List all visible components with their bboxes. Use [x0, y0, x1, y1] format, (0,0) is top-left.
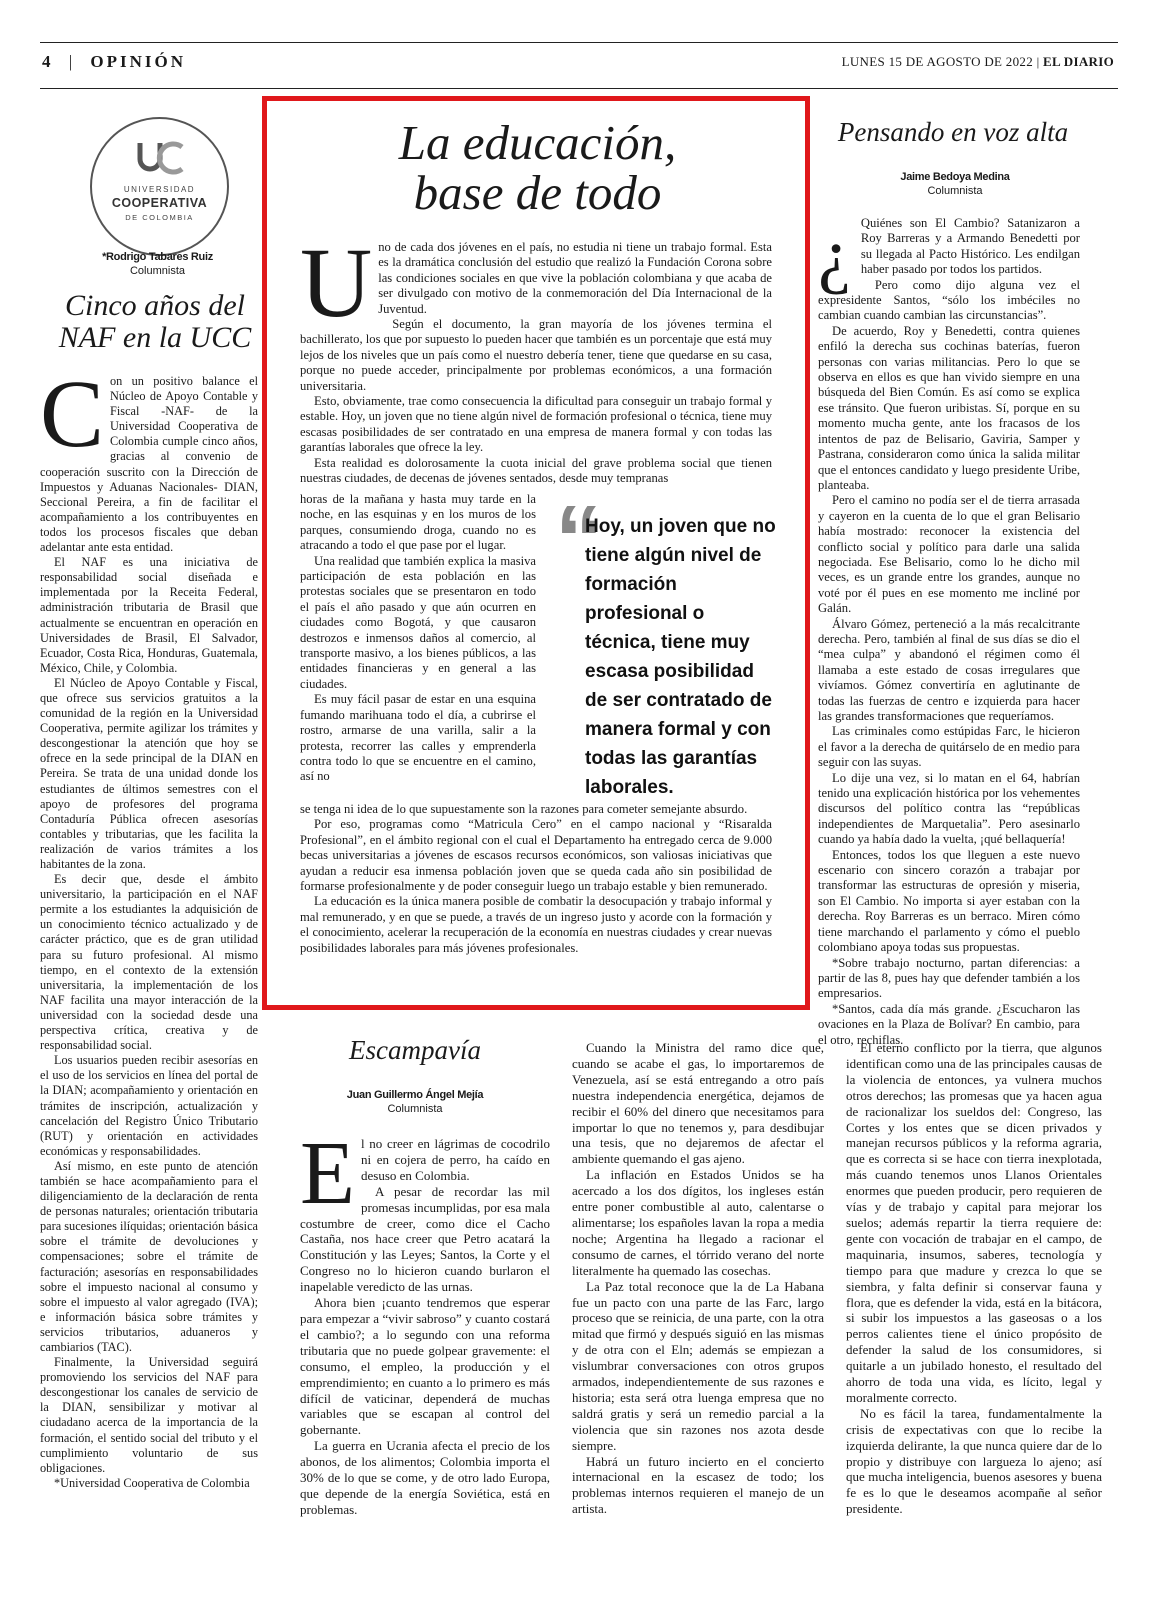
bottom-author-role: Columnista [387, 1103, 443, 1115]
left-byline [90, 250, 225, 278]
left-author-role: Columnista [129, 265, 186, 277]
center-article-narrow: horas de la mañana y hasta muy tarde en la noche, en las esquinas y en los muros de los parques, consumiendo droga, cuando no es atracando a todo el que pase por el lugar. Una realidad que también explica la masiva participación de esta población en las protestas sociales que se presentaron en todo el país el año pasado y que aún ocurren en ciudades como Bogotá, y que causaron destrozos e inmensos daños al comercio, al transporte masivo, a los bienes públicos, a las entidades financieras y en general a las ciudades. Es muy fácil pasar de estar en una esquina fumando marihuana todo el día, a cubrirse el rostro, armarse de una varilla, salir a la protesta, recorrer las calles y emprenderla contra todo lo que se encuentre en el camino, así no [300, 492, 536, 784]
page-section-header [42, 52, 186, 72]
bottom-col-1: El no creer en lágrimas de cocodrilo ni en cojera de perro, ha caído en desuso en Colombia. A pesar de recordar las mil promesas incumplidas, por esa mala costumbre de creer, como dice el Cacho Castaña, nos hace creer que Petro acatará la Constitución y las Leyes; Santos, la Corte y el Congreso no lo hicieron cuando burlaron el inapelable veredicto de las urnas. Ahora bien ¡cuanto tendremos que esperar para empezar a “vivir sabroso” y cuanto costará el cambio?; a lo segundo con una reforma tributaria que no puede golpear gravemente: el consumo, el empleo, la producción y el emprendimiento; en cuanto a lo primero es más difícil de vaticinar, dependerá de muchas variables que se escapan al control del gobernante. La guerra en Ucrania afecta el precio de los abonos, de los alimentos; Colombia importa el 30% de lo que se come, y de otro lado Europa, que depende de la energía Soviética, está en problemas. [300, 1124, 550, 1517]
center-dropcap: U [300, 227, 373, 338]
publication-date: LUNES 15 DE AGOSTO DE 2022 [841, 54, 1033, 69]
center-article-bottom: se tenga ni idea de lo que supuestamente son la razones para cometer semejante absurdo. Por eso, programas como “Matricula Cero” en el campo nacional y “Risaralda Profesional”, en el ámbito regional con el cual el Departamento ha entregado cerca de 9.000 becas universitarias a jóvenes de escasos recursos económicos, son valiosas iniciativas que ayudan a reducir esa inmensa población joven que se queda cada año sin posibilidad de formarse profesionalmente y de poder conseguir luego un trabajo estable y bien remunerado. La educación es la única manera posible de combatir la desocupación y trabajo informal y mal remunerado, y en que se puede, a través de un ingreso justo y acorde con la formación y el conocimiento, acelerar la recuperación de la economía en nuestras ciudades y crear nuevas posibilidades laborales para más jóvenes profesionales. [300, 802, 772, 955]
header-rule [40, 88, 1118, 89]
quote-mark-icon: “ [555, 486, 603, 593]
right-article-body: ¿ Quiénes son El Cambio? Satanizaron a Roy Barreras y a Armando Benedetti por su llegada al Pacto Histórico. Les endilgan haber pasado por todos los partidos. Pero como dijo alguna vez el expresidente Santos, “sólo los imbéciles no cambian cuando cambian las circunstancias”. De acuerdo, Roy y Benedetti, contra quienes enfiló la derecha sus cochinas baterías, fueron personas con varias militancias. Pero lo que se observa en ellos es que han vivido siempre en una búsqueda del Bien Común. Es así como se explica ese tránsito. Que fueron uribistas. Sí, porque en su momento mucha gente, ante los fracasos de los intentos de paz de Belisario, Gaviria, Samper y Pastrana, consideraron como única la salida militar que el entonces candidato y luego presidente Uribe, planteaba. Pero el camino no podía ser el de tierra arrasada y cayeron en la cuenta de lo que el gran Belisario había mostrado: reconocer la existencia del conflicto social y político para darle una salida negociada. Ese Belisario, como lo he dicho mil veces, es un grande entre los grandes, aunque no voté por él pues en ese momento me incliné por Galán. Álvaro Gómez, perteneció a la más recalcitrante derecha. Pero, también al final de sus días se dio el “mea culpa” y abandonó el régimen como él llamaba a este estado de cosas irregulares que vivíamos. Gómez convertiría en aglutinante de todas las fuerzas de centro e izquierda para hacer las grandes transformaciones que requeríamos. Las criminales como estúpidas Farc, le hicieron el favor a la derecha de quitárselo de en medio para seguir con las suyas. Lo dije una vez, si lo matan en el 64, habrían tenido una explicación histórica por los vehementes discursos del político contra las “repúblicas independientes de Marquetalia”. Pero asesinarlo cuando ya había dado la vuelta, ¡qué bellaquería! Entonces, todos los que lleguen a este nuevo escenario con sincero corazón a trabajar por transformar las estructuras de opresión y miseria, son El Cambio. No importa si ayer estaban con la derecha. Roy Barreras es un berraco. Miren cómo tiene marchando el parlamento y cómo el pueblo colombiano apoya todas sus propuestas. *Sobre trabajo nocturno, partan diferencias: a partir de las 8, pues hay que defender también a los empresarios. *Santos, cada día más grande. ¿Escucharon las ovaciones en la Plaza de Bolívar? En cambio, para el otro, rechiflas. [818, 214, 1080, 1047]
pull-quote: Hoy, un joven que no tiene algún nivel de formación profesional o técnica, tiene muy escasa posibilidad de ser contratado de manera formal y con todas las garantías laborales. [585, 516, 776, 798]
section-name: OPINIÓN [90, 52, 187, 71]
bottom-dropcap: E [300, 1124, 355, 1223]
bottom-headline: Escampavía [349, 1035, 481, 1065]
logo-text-2: COOPERATIVA [111, 196, 208, 210]
right-author-role: Columnista [927, 185, 983, 197]
right-author: Jaime Bedoya Medina [900, 171, 1010, 183]
center-article-top: Uno de cada dos jóvenes en el país, no estudia ni tiene un trabajo formal. Esta es la dramática conclusión del estudio que realizó la Fundación Corona sobre las condiciones sociales en que vive la población colombiana y que acaba de ser divulgado con motivo de la conmemoración del Día Internacional de la Juventud. Según el documento, la gran mayoría de los jóvenes termina el bachillerato, los que por supuesto lo pueden hacer que también es un porcentaje que está muy lejos de los niveles que un país como el nuestro debería tener, tiene que quedarse en su casa, porque no puede acceder, principalmente por problemas económicos, a una formación universitaria. Esto, obviamente, trae como consecuencia la dificultad para conseguir un trabajo formal y estable. Hoy, un joven que no tiene algún nivel de formación profesional o técnica, tiene muy escasas posibilidades de ser contratado en una empresa de manera formal y con todas las garantías laborales que ofrece la ley. Esta realidad es dolorosamente la cuota inicial del grave problema social que tienen nuestras ciudades, de decenas de jóvenes sentados, desde muy tempranas [300, 227, 772, 486]
logo-mark-icon [92, 137, 227, 184]
top-rule [40, 42, 1118, 43]
bottom-author: Juan Guillermo Ángel Mejía [346, 1089, 484, 1101]
page-number: 4 [42, 52, 54, 71]
date-header: LUNES 15 DE AGOSTO DE 2022 | EL DIARIO [841, 54, 1114, 69]
right-byline [870, 170, 1040, 198]
university-logo [90, 117, 229, 256]
bottom-col-3: El eterno conflicto por la tierra, que algunos identifican como una de las principales causas de la violencia de entonces, ya vulnera muchos otros derechos; las promesas que ya hacen agua de racionalizar los sueldos del: Congreso, las Cortes y los entes que se dicen privados y manejan recursos públicos y la reforma agraria, que es correcta si se hace con tierra inexplotada, más cuando tenemos unos Llanos Orientales enormes que pueden producir, pero requieren de vías y de trabajo y capital para mejorar los suelos; además repartir la tierra requiere de: gente con vocación de trabajar en el campo, de maquinaria, insumos, saberes, tecnología y tiempo para que madure y crezca lo que se siembra, y falta definir si conservar fauna y flora, que es defender la vida, está en la bitácora, si subir los impuestos a las gaseosas o a los perros calientes tiene el único propósito de defender la salud de los consumidores, si quitarle a un jubilado honesto, el resultado del ahorro de toda una vida, es lícito, legal y moralmente correcto. No es fácil la tarea, fundamentalmente la crisis de expectativas con que lo recibe la izquierda delirante, la que nunca quiere dar de lo propio y distribuye con largueza lo ajeno; así que mucha inteligencia, buenos asesores y buena fe es lo que le deseamos acompañe al señor presidente. [846, 1040, 1102, 1517]
newspaper-name: EL DIARIO [1043, 54, 1114, 69]
bottom-col-2: Cuando la Ministra del ramo dice que, cuando se acabe el gas, lo importaremos de Venezuela, así se está entregando a otro país nuestra independencia energética, dejamos de recibir el 60% del dinero que necesitamos para importar lo que no tenemos y, para desdibujar una tesis, que no dejaremos de afectar el ambiente quemando el gas ajeno. La inflación en Estados Unidos se ha acercado a los dos dígitos, los ingleses están entre poner combustible al auto, calentarse o alimentarse; los españoles lavan la ropa a media noche; Argentina ha llegado a racionar el consumo de carnes, el tórrido verano del norte literalmente ha quemado las cosechas. La Paz total reconoce que la de La Habana fue un pacto con una parte de las Farc, largo proceso que se reinicia, de una parte, con la otra mitad que firmó y después siguió en las mismas y de otra con el Eln; además se empiezan a vislumbrar conversaciones con otros grupos armados, independientemente de sus razones e historia; esta será otra luenga empresa que no saldrá gratis y será un remedio parcial a la violencia que sin razones nos azota desde siempre. Habrá un futuro incierto en el concierto internacional en la escasez de todo; los problemas internos requieren el manejo de un artista. [572, 1040, 824, 1517]
right-headline: Pensando en voz alta [837, 117, 1069, 147]
left-article-body: Con un positivo balance el Núcleo de Apoyo Contable y Fiscal -NAF- de la Universidad Cooperativa de Colombia cumple cinco años, gracias al convenio de cooperación suscrito con la Dirección de Impuestos y Aduanas Nacionales- DIAN, Seccional Pereira, a fin de facilitar el acompañamiento a los contribuyentes en todos los procesos fiscales que deban adelantar ante esta entidad. El NAF es una iniciativa de responsabilidad social diseñada e implementada por la Receita Federal, administración tributaria de Brasil que actualmente se encuentran en operación en Universidades de Brasil, El Salvador, Ecuador, Costa Rica, Honduras, Guatemala, México, Chile, y Colombia. El Núcleo de Apoyo Contable y Fiscal, que ofrece sus servicios gratuitos a la comunidad de la región en la Universidad Cooperativa, permite agilizar los trámites y descongestionar la atención que hoy se ofrece en la sede principal de la DIAN en Pereira. Se trata de una unidad donde los estudiantes de últimos semestres con el apoyo de profesores del programa Contaduría Pública ofrecen asesorías contables y tributarias, que les facilita la realización de varios trámites a los habitantes de la zona. Es decir que, desde el ámbito universitario, la participación en el NAF permite a los estudiantes la adquisición de un conocimiento técnico actualizado y de carácter práctico, que es de gran utilidad para su futuro profesional. Al mismo tiempo, en el contexto de la extensión universitaria, la implementación de los NAF facilita una mayor interacción de la universidad con la sociedad desde una perspectiva crítica, creativa y de responsabilidad social. Los usuarios pueden recibir asesorías en el uso de los servicios en línea del portal de la DIAN; acompañamiento y orientación en trámites de inscripción, actualización y cancelación del Registro Único Tributario (RUT) y orientación en actividades económicas y responsabilidades. Así mismo, en este punto de atención también se hace acompañamiento para el diligenciamiento de la declaración de renta de personas naturales; orientación tributaria para sucesiones ilíquidas; orientación básica sobre el trámite de devoluciones y compensaciones; sobre el trámite de facturación; asesorías en responsabilidades sobre el impuesto nacional al consumo y sobre el impuesto al valor agregado (IVA); e información básica sobre trámites y servicios tributarios, aduaneros y cambiarios (TAC). Finalmente, la Universidad seguirá promoviendo los servicios del NAF para descongestionar los canales de servicio de la DIAN, sensibilizar y motivar al ciudadano acerca de la importancia de la formación, el sentido social del tributo y el cumplimiento voluntario de sus obligaciones. *Universidad Cooperativa de Colombia [40, 360, 258, 1490]
header-separator: | [68, 52, 76, 71]
bottom-byline [320, 1088, 510, 1116]
logo-text-3: DE COLOMBIA [125, 213, 194, 222]
left-author: *Rodrigo Tabares Ruiz [102, 251, 213, 263]
center-headline: La educación, base de todo [398, 115, 677, 220]
left-dropcap: C [40, 360, 105, 467]
logo-text-1: UNIVERSIDAD [123, 185, 196, 194]
right-dropcap: ¿ [818, 214, 851, 296]
left-headline: Cinco años del NAF en la UCC [58, 289, 252, 354]
